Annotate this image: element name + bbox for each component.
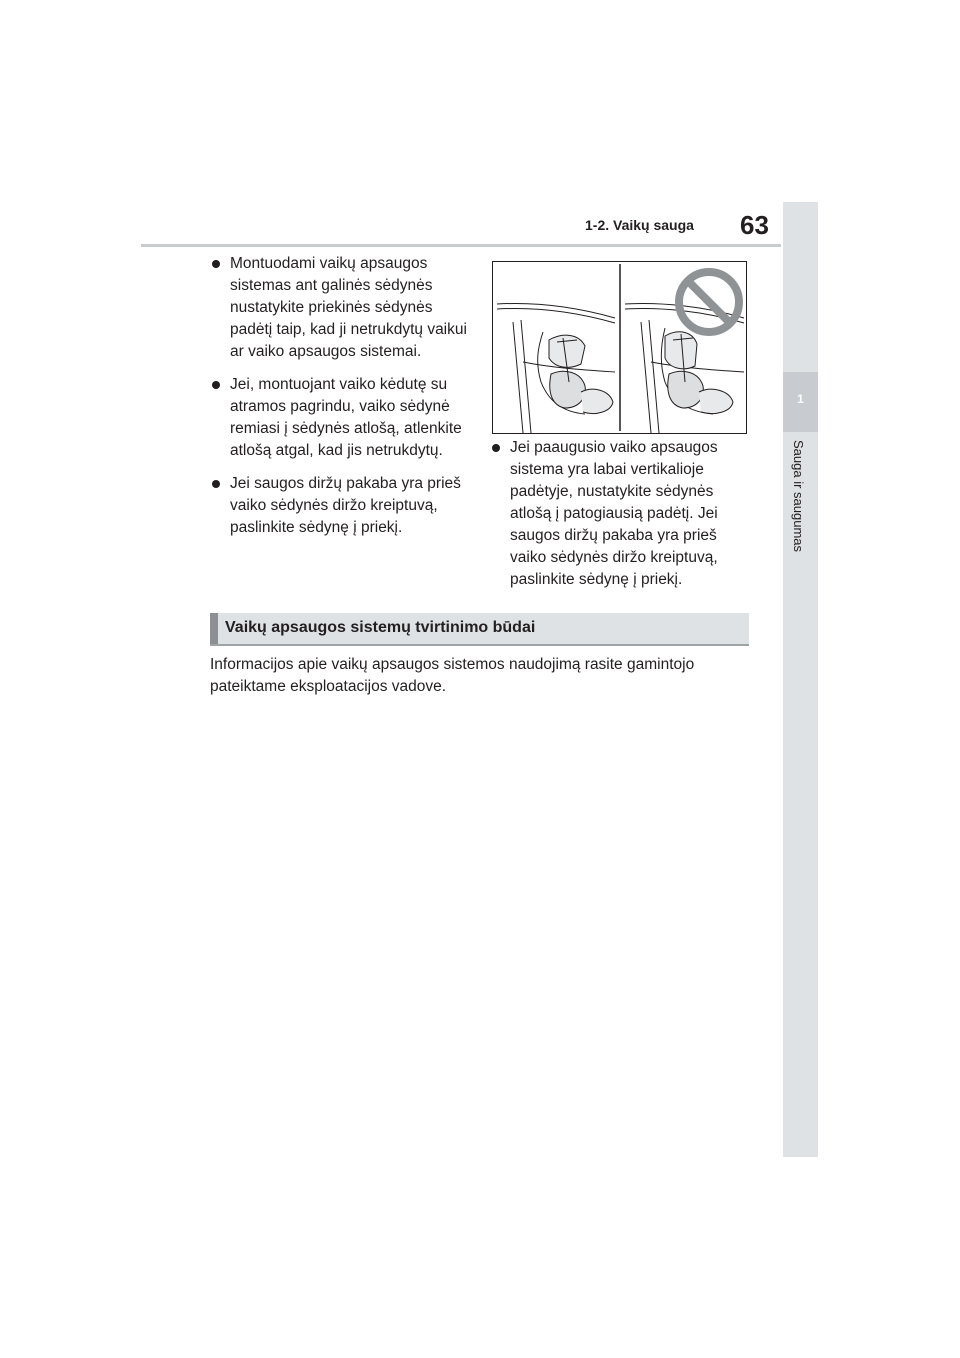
side-tab — [783, 202, 818, 1157]
section-title: Vaikų apsaugos sistemų tvirtinimo būdai — [225, 619, 536, 636]
bullet-item: Jei paaugusio vaiko apsaugos sistema yra labai vertikalioje padėtyje, nustatykite sėdynės atlošą į patogiausią padėtį. Jei saugos diržų pakaba yra prieš vaiko sėdynės diržo kreiptuvą, paslinkite sėdynę į priekį. — [492, 437, 754, 591]
left-bullet-list — [212, 253, 474, 550]
section-header — [210, 613, 749, 646]
bullet-item: Montuodami vaikų apsaugos sistemas ant galinės sėdynės nustatykite priekinės sėdynės padėtį taip, kad ji netrukdytų vaikui ar vaiko apsaugos sistemai. — [212, 253, 474, 363]
chapter-number: 1 — [797, 392, 804, 406]
bullet-item: Jei, montuojant vaiko kėdutę su atramos pagrindu, vaiko sėdynė remiasi į sėdynės atlošą, atlenkite atlošą atgal, kad jis netrukdytų. — [212, 374, 474, 462]
bullet-item: Jei saugos diržų pakaba yra prieš vaiko sėdynės diržo kreiptuvą, paslinkite sėdynę į priekį. — [212, 473, 474, 539]
right-bullet-list — [492, 437, 754, 602]
section-body: Informacijos apie vaikų apsaugos sistemos naudojimą rasite gamintojo pateiktame eksploatacijos vadove. — [210, 656, 695, 695]
chapter-title: Sauga ir saugumas — [791, 440, 806, 553]
page-number: 63 — [740, 210, 769, 240]
seat-illustration — [492, 261, 747, 434]
prohibition-icon — [679, 272, 739, 332]
section-header-mark — [210, 613, 218, 644]
header-title: 1-2. Vaikų sauga — [585, 217, 694, 233]
left-panel-drawing — [497, 304, 615, 433]
header-rule — [141, 244, 781, 247]
seat-illustration-drawing — [493, 262, 746, 433]
